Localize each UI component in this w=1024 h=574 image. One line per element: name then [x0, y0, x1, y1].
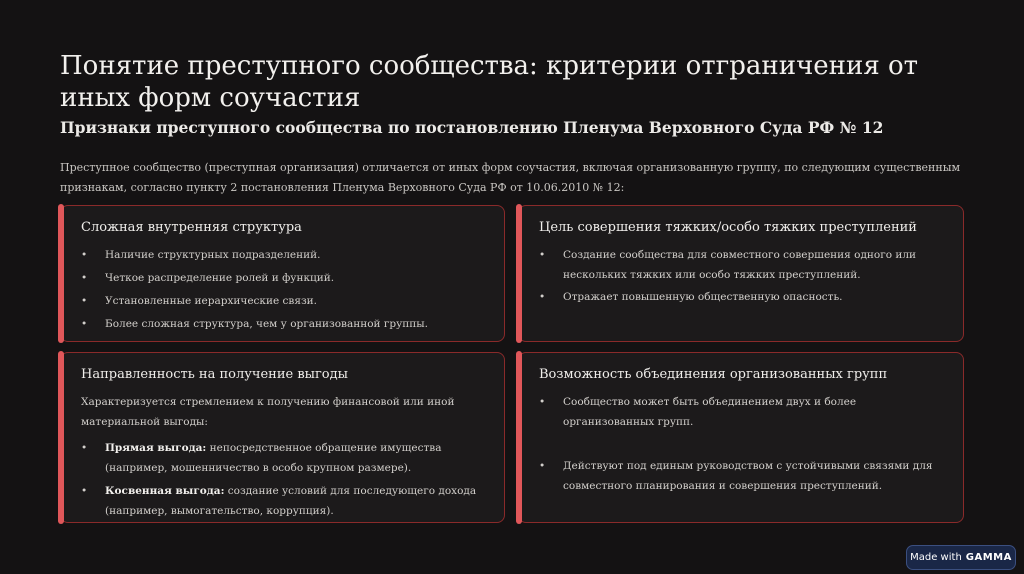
list-item: • Установленные иерархические связи.: [81, 291, 488, 311]
made-with-gamma-badge[interactable]: [906, 545, 1016, 570]
card-title: Направленность на получение выгоды: [81, 367, 348, 382]
card-profit-orientation: [60, 352, 505, 523]
gamma-logo: GAMMA: [965, 552, 1012, 563]
card-title: Цель совершения тяжких/особо тяжких преступлений: [539, 220, 917, 235]
bullet-icon: •: [81, 485, 88, 497]
card-list: [81, 245, 488, 334]
list-item: • Наличие структурных подразделений.: [81, 245, 488, 265]
bullet-icon: •: [81, 295, 88, 307]
intro-paragraph: Преступное сообщество (преступная организация) отличается от иных форм соучастия, включая организованную группу, по следующим существенным признакам, согласно пункту 2 постановления Пленума Верховного Суда РФ от 10.06.2010 № 12:: [60, 161, 961, 194]
list-item: • Действуют под единым руководством с устойчивыми связями для совместного планирования и совершения преступлений.: [539, 456, 947, 496]
page-subtitle: Признаки преступного сообщества по постановлению Пленума Верховного Суда РФ № 12: [60, 118, 884, 137]
bullet-icon: •: [81, 442, 88, 454]
card-group-union: [518, 352, 964, 523]
page-title: Понятие преступного сообщества: критерии отграничения от иных форм соучастия: [60, 51, 919, 113]
bullet-icon: •: [539, 396, 546, 408]
card-title: Сложная внутренняя структура: [81, 220, 302, 235]
card-complex-structure: [60, 205, 505, 342]
list-item: • Сообщество может быть объединением двух и более организованных групп.: [539, 392, 947, 432]
card-list: [539, 392, 947, 496]
bullet-icon: •: [539, 249, 546, 261]
list-item: • Четкое распределение ролей и функций.: [81, 268, 488, 288]
bullet-icon: •: [81, 318, 88, 330]
card-grave-crimes-goal: [518, 205, 964, 342]
bullet-icon: •: [539, 460, 546, 472]
list-item: • Прямая выгода: непосредственное обращение имущества (например, мошенничество в особо крупном размере).: [81, 438, 488, 478]
card-list: [539, 245, 947, 307]
list-item: • Косвенная выгода: создание условий для последующего дохода (например, вымогательство, коррупция).: [81, 481, 488, 521]
list-item: • Отражает повышенную общественную опасность.: [539, 287, 947, 307]
card-title: Возможность объединения организованных групп: [539, 367, 888, 382]
list-item: • Создание сообщества для совместного совершения одного или нескольких тяжких или особо тяжких преступлений.: [539, 245, 947, 285]
bullet-icon: •: [539, 291, 546, 303]
bullet-icon: •: [81, 272, 88, 284]
badge-prefix: Made with: [910, 552, 962, 563]
card-list: [81, 438, 488, 521]
card-text: Характеризуется стремлением к получению финансовой или иной материальной выгоды:: [81, 396, 455, 428]
bullet-icon: •: [81, 249, 88, 261]
list-item: • Более сложная структура, чем у организованной группы.: [81, 314, 488, 334]
